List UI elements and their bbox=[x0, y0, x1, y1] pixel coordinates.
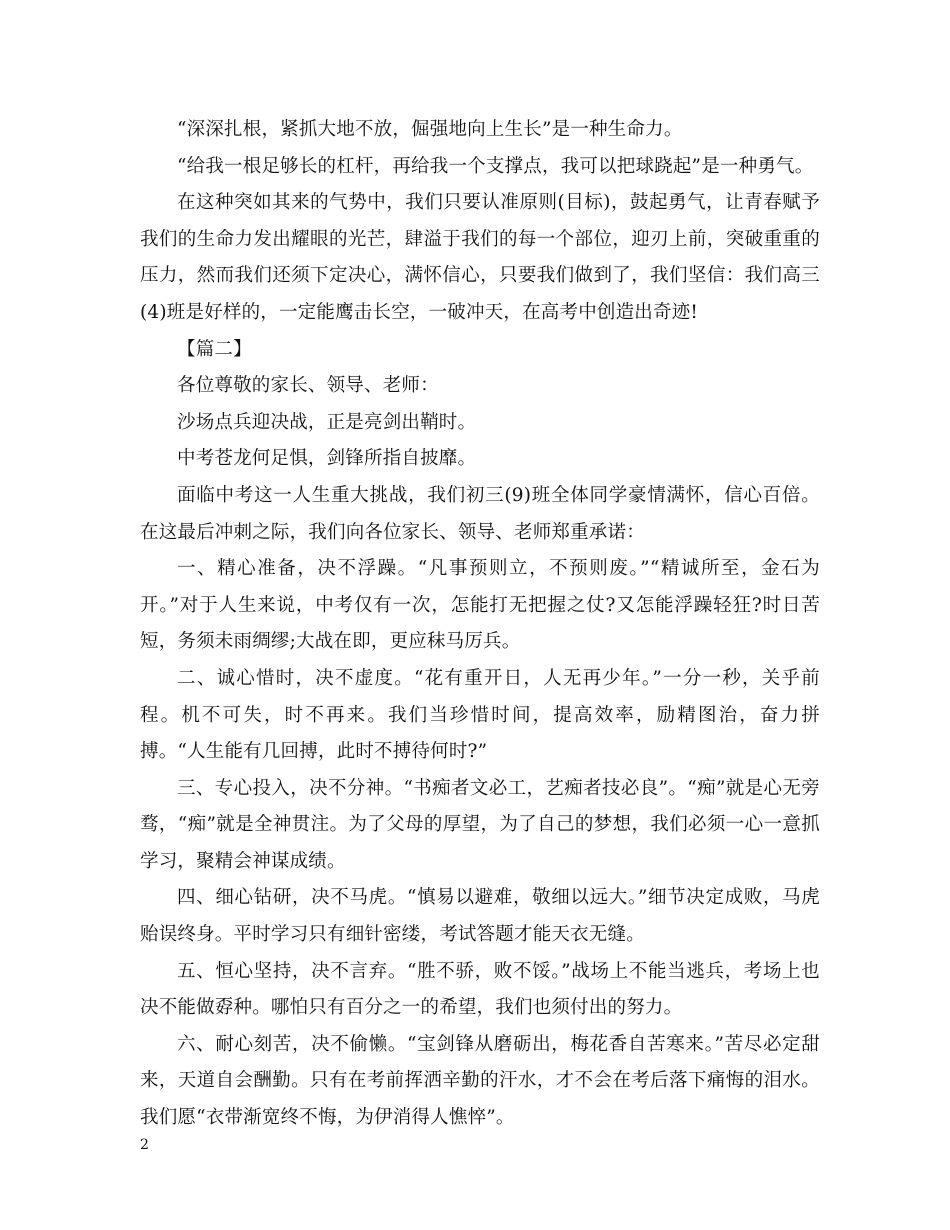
pledge-1: 一、精心准备，决不浮躁。“凡事预则立，不预则废。”“精诚所至，金石为开。”对于人生来说，中考仅有一次，怎能打无把握之仗?又怎能浮躁轻狂?时日苦短，务须未雨绸缪;大战在即，更应秣马厉兵。 bbox=[140, 558, 820, 653]
pledge-6: 六、耐心刻苦，决不偷懒。“宝剑锋从磨砺出，梅花香自苦寒来。”苦尽必定甜来，天道自会酬勤。只有在考前挥洒辛勤的汗水，才不会在考后落下痛悔的泪水。我们愿“衣带渐宽终不悔，为伊消得人憔悴”。 bbox=[140, 1033, 820, 1129]
pledge-3: 三、专心投入，决不分神。“书痴者文必工，艺痴者技必良”。“痴”就是心无旁骛，“痴”就是全神贯注。为了父母的厚望，为了自己的梦想，我们必须一心一意抓学习，聚精会神谋成绩。 bbox=[140, 777, 820, 872]
document-body bbox=[140, 112, 820, 1137]
section-heading: 【篇二】 bbox=[177, 338, 252, 360]
verse-line-2: 中考苍龙何足惧，剑锋所指自披靡。 bbox=[177, 448, 477, 470]
verse-line-1: 沙场点兵迎决战，正是亮剑出鞘时。 bbox=[177, 411, 477, 433]
pledge-4: 四、细心钻研，决不马虎。“慎易以避难，敬细以远大。”细节决定成败，马虎贻误终身。平时学习只有细针密缕，考试答题才能天衣无缝。 bbox=[140, 887, 820, 946]
salutation: 各位尊敬的家长、领导、老师： bbox=[177, 375, 439, 397]
page-number: 2 bbox=[140, 1137, 149, 1153]
paragraph-2: “给我一根足够长的杠杆，再给我一个支撑点，我可以把球跷起”是一种勇气。 bbox=[177, 155, 814, 177]
pledge-2: 二、诚心惜时，决不虚度。“花有重开日，人无再少年。”一分一秒，关乎前程。机不可失，时不再来。我们当珍惜时间，提高效率，励精图治，奋力拼搏。“人生能有几回搏，此时不搏待何时?” bbox=[140, 667, 820, 763]
paragraph-3: 在这种突如其来的气势中，我们只要认准原则(目标)，鼓起勇气，让青春赋予我们的生命力发出耀眼的光芒，肆溢于我们的每一个部位，迎刃上前，突破重重的压力，然而我们还须下定决心，满怀信心，只要我们做到了，我们坚信：我们高三(4)班是好样的，一定能鹰击长空，一破冲天，在高考中创造出奇迹! bbox=[140, 192, 820, 323]
pledge-5: 五、恒心坚持，决不言弃。“胜不骄，败不馁。”战场上不能当逃兵，考场上也决不能做孬种。哪怕只有百分之一的希望，我们也须付出的努力。 bbox=[140, 960, 820, 1019]
paragraph-intro: 面临中考这一人生重大挑战，我们初三(9)班全体同学豪情满怀，信心百倍。在这最后冲刺之际，我们向各位家长、领导、老师郑重承诺： bbox=[140, 484, 820, 543]
paragraph-1: “深深扎根，紧抓大地不放，倔强地向上生长”是一种生命力。 bbox=[177, 119, 683, 140]
